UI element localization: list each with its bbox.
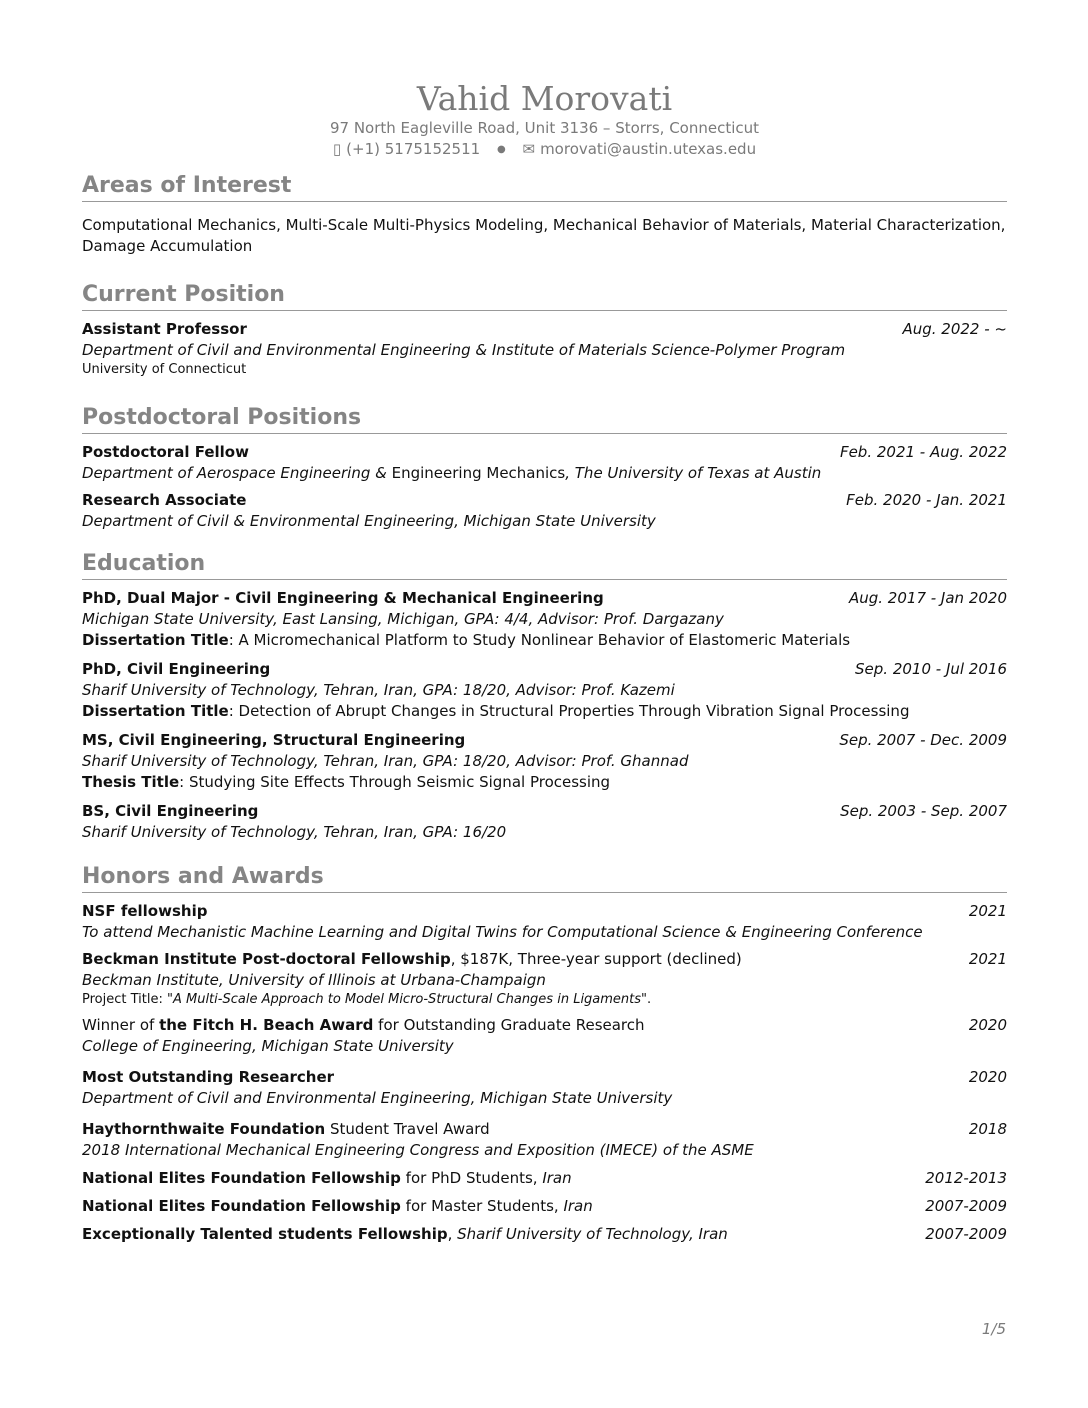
award-inst: Sharif University of Technology, Iran xyxy=(457,1225,728,1243)
page-number: 1/5 xyxy=(981,1320,1006,1338)
degree: PhD, Civil Engineering xyxy=(82,660,271,678)
award-year: 2020 xyxy=(968,1016,1007,1034)
phone-number: (+1) 5175152511 xyxy=(346,140,481,158)
award-name: Most Outstanding Researcher xyxy=(82,1068,335,1086)
award-year: 2021 xyxy=(968,950,1007,968)
award-name: the Fitch H. Beach Award xyxy=(159,1016,374,1034)
postdoc-date: Feb. 2021 - Aug. 2022 xyxy=(839,443,1007,461)
award-country: Iran xyxy=(563,1197,593,1215)
award-inst: Beckman Institute, University of Illinois at Urbana-Champaign xyxy=(82,971,546,989)
degree: BS, Civil Engineering xyxy=(82,802,259,820)
award-entry xyxy=(82,901,1007,943)
award-desc: To attend Mechanistic Machine Learning and Digital Twins for Computational Science & Engineering Conference xyxy=(82,923,923,941)
thesis-title: : Studying Site Effects Through Seismic Signal Processing xyxy=(179,773,611,791)
award-entry xyxy=(82,1224,1007,1245)
separator-dot: ● xyxy=(496,144,506,155)
section-postdoc xyxy=(82,404,1007,532)
degree-date: Sep. 2003 - Sep. 2007 xyxy=(840,802,1007,820)
section-areas xyxy=(82,172,1007,257)
award-year: 2007-2009 xyxy=(925,1197,1007,1215)
award-entry xyxy=(82,949,1007,1009)
award-prefix: Winner of xyxy=(82,1016,160,1034)
section-rule xyxy=(82,892,1007,893)
section-rule xyxy=(82,201,1007,202)
award-inst: College of Engineering, Michigan State University xyxy=(82,1037,454,1055)
degree: MS, Civil Engineering, Structural Engineering xyxy=(82,731,466,749)
award-detail: , xyxy=(447,1225,458,1243)
project-title: A Multi-Scale Approach to Model Micro-Structural Changes in Ligaments xyxy=(172,992,642,1007)
thesis-label: Dissertation Title xyxy=(82,631,229,649)
cv-header xyxy=(82,80,1007,160)
school: Sharif University of Technology, Tehran, Iran, GPA: 18/20, Advisor: Prof. Kazemi xyxy=(82,681,675,699)
postdoc-dept: Department of Civil & Environmental Engineering, Michigan State University xyxy=(82,512,656,530)
address: 97 North Eagleville Road, Unit 3136 – Storrs, Connecticut xyxy=(329,119,760,137)
education-entry xyxy=(82,588,1007,651)
degree-date: Sep. 2010 - Jul 2016 xyxy=(855,660,1007,678)
award-year: 2012-2013 xyxy=(925,1169,1007,1187)
thesis-title: : A Micromechanical Platform to Study Nonlinear Behavior of Elastomeric Materials xyxy=(228,631,851,649)
thesis-label: Thesis Title xyxy=(82,773,180,791)
project-end: ". xyxy=(641,992,652,1007)
section-honors xyxy=(82,863,1007,1245)
school: Michigan State University, East Lansing, Michigan, GPA: 4/4, Advisor: Prof. Dargazany xyxy=(82,610,724,628)
section-title: Current Position xyxy=(82,282,285,307)
award-entry xyxy=(82,1196,1007,1217)
section-current-position xyxy=(82,281,1007,379)
section-rule xyxy=(82,579,1007,580)
position-institution: University of Connecticut xyxy=(82,362,247,377)
award-entry xyxy=(82,1119,1007,1161)
award-entry xyxy=(82,1067,1007,1109)
award-name: National Elites Foundation Fellowship xyxy=(82,1169,401,1187)
section-title: Areas of Interest xyxy=(82,173,292,198)
postdoc-role: Research Associate xyxy=(82,491,247,509)
award-inst: Department of Civil and Environmental Engineering, Michigan State University xyxy=(82,1089,673,1107)
project-label: Project Title: " xyxy=(82,992,173,1007)
award-detail: for Master Students, xyxy=(400,1197,564,1215)
areas-text: Computational Mechanics, Multi-Scale Multi-Physics Modeling, Mechanical Behavior of Materials, Material Characterization, Damage Accumulation xyxy=(82,216,1006,255)
phone-icon: ▯ xyxy=(332,140,342,158)
award-entry xyxy=(82,1168,1007,1189)
section-title: Postdoctoral Positions xyxy=(82,405,362,430)
award-entry xyxy=(82,1015,1007,1057)
postdoc-date: Feb. 2020 - Jan. 2021 xyxy=(846,491,1007,509)
section-title: Honors and Awards xyxy=(82,864,324,889)
postdoc-role: Postdoctoral Fellow xyxy=(82,443,249,461)
award-detail: for PhD Students, xyxy=(400,1169,543,1187)
postdoc-dept-upright: Engineering Mechanics xyxy=(386,464,566,482)
award-name: National Elites Foundation Fellowship xyxy=(82,1197,401,1215)
degree: PhD, Dual Major - Civil Engineering & Mechanical Engineering xyxy=(82,589,604,607)
education-entry xyxy=(82,730,1007,793)
position-dept: Department of Civil and Environmental Engineering & Institute of Materials Science-Polymer Program xyxy=(82,341,846,359)
education-entry xyxy=(82,801,1007,843)
award-year: 2021 xyxy=(968,902,1007,920)
award-year: 2020 xyxy=(968,1068,1007,1086)
degree-date: Aug. 2017 - Jan 2020 xyxy=(848,589,1007,607)
degree-date: Sep. 2007 - Dec. 2009 xyxy=(839,731,1007,749)
position-role: Assistant Professor xyxy=(82,320,247,338)
section-rule xyxy=(82,310,1007,311)
award-name: Beckman Institute Post-doctoral Fellowship xyxy=(82,950,451,968)
award-name: Haythornthwaite Foundation xyxy=(82,1120,326,1138)
thesis-title: : Detection of Abrupt Changes in Structural Properties Through Vibration Signal Processing xyxy=(228,702,910,720)
person-name: Vahid Morovati xyxy=(416,79,673,118)
position-date: Aug. 2022 - ~ xyxy=(902,320,1007,338)
email-icon: ✉ xyxy=(522,140,536,158)
postdoc-entry xyxy=(82,490,1007,532)
section-rule xyxy=(82,433,1007,434)
section-title: Education xyxy=(82,551,206,576)
contact-line xyxy=(82,139,1007,160)
thesis-label: Dissertation Title xyxy=(82,702,229,720)
award-year: 2007-2009 xyxy=(925,1225,1007,1243)
education-entry xyxy=(82,659,1007,722)
award-name: NSF fellowship xyxy=(82,902,208,920)
award-name: Exceptionally Talented students Fellowship xyxy=(82,1225,448,1243)
postdoc-entry xyxy=(82,442,1007,484)
award-inst: 2018 International Mechanical Engineering Congress and Exposition (IMECE) of the ASME xyxy=(82,1141,754,1159)
award-year: 2018 xyxy=(968,1120,1007,1138)
position-entry xyxy=(82,319,1007,379)
award-country: Iran xyxy=(542,1169,572,1187)
school: Sharif University of Technology, Tehran, Iran, GPA: 16/20 xyxy=(82,823,507,841)
award-detail: Student Travel Award xyxy=(325,1120,490,1138)
postdoc-dept-rest: , The University of Texas at Austin xyxy=(565,464,822,482)
section-education xyxy=(82,550,1007,843)
email-address[interactable]: morovati@austin.utexas.edu xyxy=(540,140,757,158)
school: Sharif University of Technology, Tehran, Iran, GPA: 18/20, Advisor: Prof. Ghannad xyxy=(82,752,689,770)
award-detail: , $187K, Three-year support (declined) xyxy=(450,950,742,968)
postdoc-dept: Department of Aerospace Engineering & xyxy=(82,464,387,482)
award-detail: for Outstanding Graduate Research xyxy=(373,1016,645,1034)
award-project xyxy=(82,991,1007,1009)
